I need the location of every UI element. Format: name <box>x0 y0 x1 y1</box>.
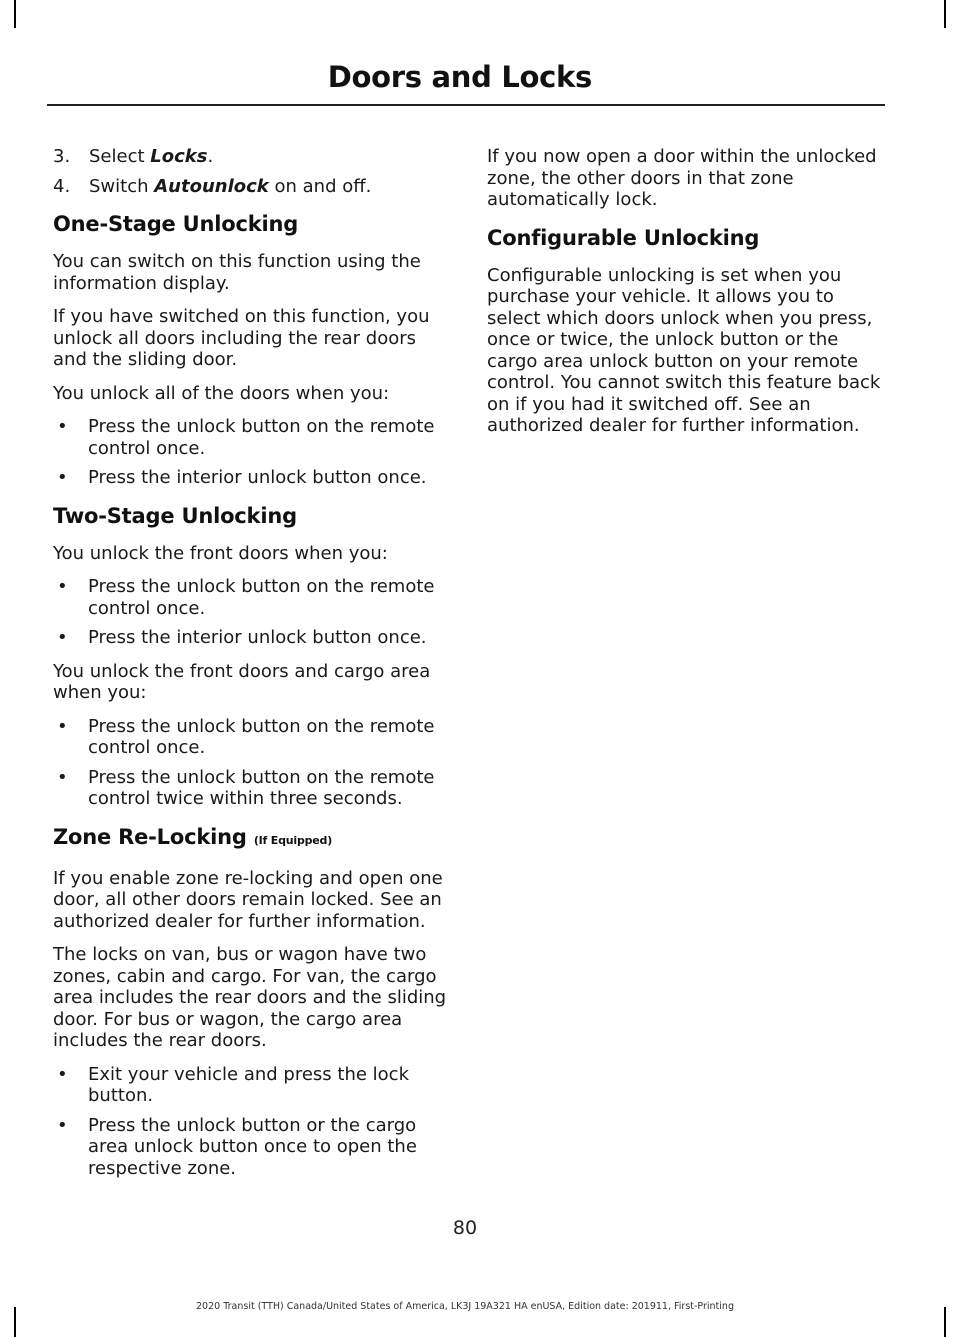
crop-mark-bottom-right <box>944 1307 946 1337</box>
list-item: • Press the unlock button on the remote control once. <box>53 416 448 459</box>
bullet-icon: • <box>57 467 68 488</box>
list-item: • Press the unlock button on the remote control once. <box>53 716 448 759</box>
right-column <box>487 146 885 449</box>
heading-zone-re-locking: Zone Re-Locking (If Equipped) <box>53 824 333 849</box>
step-3 <box>53 146 448 168</box>
paragraph: You unlock the front doors when you: <box>53 542 388 564</box>
page-number: 80 <box>452 1217 478 1239</box>
paragraph: You can switch on this function using the information display. <box>53 251 421 294</box>
crop-mark-top-right <box>944 0 946 28</box>
paragraph: The locks on van, bus or wagon have two zones, cabin and cargo. For van, the cargo area includes the rear doors and the sliding door. For bus or wagon, the cargo area includes the rear doors. <box>53 944 447 1051</box>
step-number: 3. <box>53 146 71 167</box>
step-text: Switch Autounlock on and off. <box>89 175 372 197</box>
bullet-icon: • <box>57 715 68 737</box>
bullet-icon: • <box>57 1063 68 1085</box>
heading-two-stage-unlocking: Two-Stage Unlocking <box>53 503 297 528</box>
paragraph: Configurable unlocking is set when you purchase your vehicle. It allows you to select which doors unlock when you press, once or twice, the unlock button or the cargo area unlock button on your remote control. You cannot switch this feature back on if you had it switched off. See an authorized dealer for further information. <box>487 264 881 436</box>
heading-suffix: (If Equipped) <box>253 833 333 847</box>
list-item: • Press the interior unlock button once. <box>53 467 448 489</box>
paragraph: If you enable zone re-locking and open one door, all other doors remain locked. See an authorized dealer for further information. <box>53 867 443 932</box>
bullet-icon: • <box>57 1114 68 1136</box>
list-item: • Press the unlock button on the remote control twice within three seconds. <box>53 767 448 810</box>
step-4 <box>53 176 448 198</box>
list-item: • Exit your vehicle and press the lock button. <box>53 1064 448 1107</box>
footer-edition-info: 2020 Transit (TTH) Canada/United States of America, LK3J 19A321 HA enUSA, Edition date: 201911, First-Printing <box>196 1301 734 1312</box>
paragraph: If you now open a door within the unlocked zone, the other doors in that zone automatically lock. <box>487 146 877 210</box>
step-text: Select Locks. <box>89 146 214 167</box>
page-title: Doors and Locks <box>327 60 592 94</box>
paragraph: If you have switched on this function, you unlock all doors including the rear doors and the sliding door. <box>53 306 430 370</box>
heading-configurable-unlocking: Configurable Unlocking <box>487 225 760 250</box>
list-item: • Press the unlock button or the cargo area unlock button once to open the respective zone. <box>53 1115 448 1180</box>
bullet-icon: • <box>57 766 68 788</box>
left-column <box>53 146 448 1187</box>
menu-term-locks: Locks <box>150 146 208 167</box>
bullet-icon: • <box>57 416 68 437</box>
list-item: • Press the unlock button on the remote control once. <box>53 576 448 619</box>
step-number: 4. <box>53 175 71 197</box>
crop-mark-top-left <box>14 0 16 28</box>
header-divider <box>47 104 885 106</box>
paragraph: You unlock all of the doors when you: <box>53 382 390 404</box>
paragraph: You unlock the front doors and cargo area when you: <box>53 660 431 703</box>
bullet-icon: • <box>57 576 68 597</box>
bullet-icon: • <box>57 627 68 648</box>
menu-term-autounlock: Autounlock <box>154 175 269 197</box>
list-item: • Press the interior unlock button once. <box>53 627 448 649</box>
heading-one-stage-unlocking: One-Stage Unlocking <box>53 212 299 236</box>
